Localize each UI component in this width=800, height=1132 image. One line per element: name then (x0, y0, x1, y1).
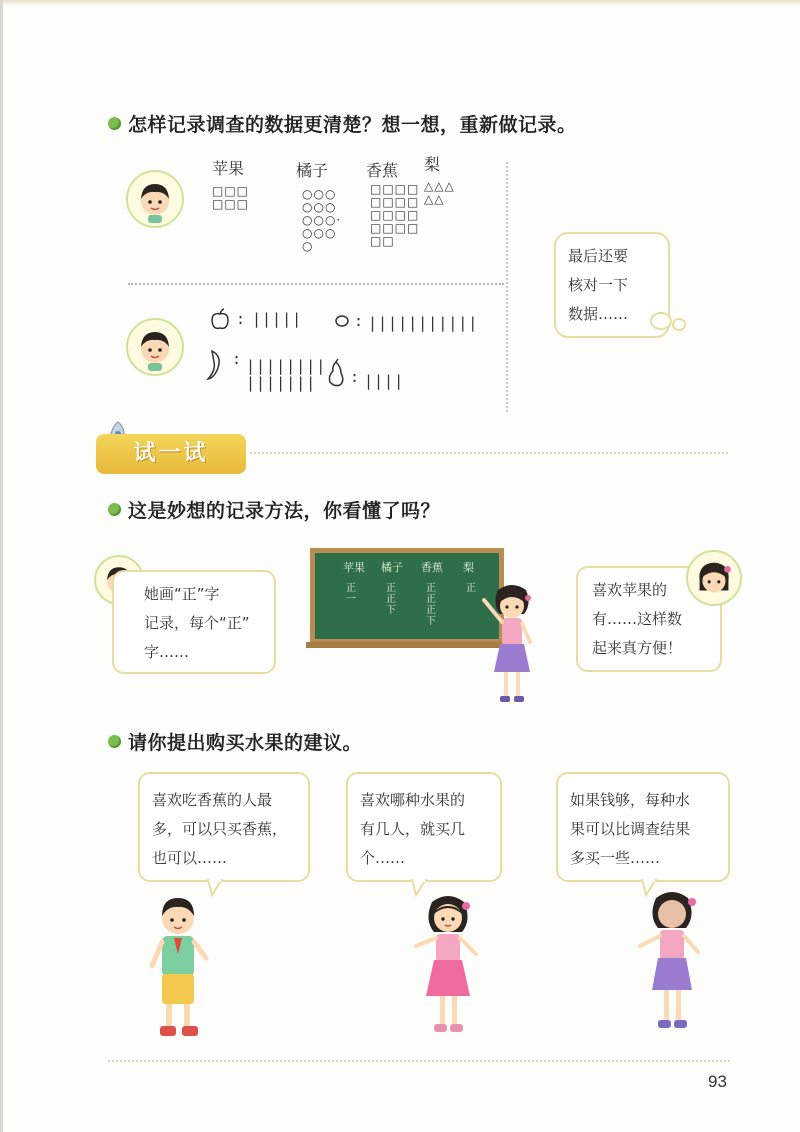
pear-tally-sep: : (350, 368, 361, 386)
right-bubble-text: 喜欢苹果的 有……这样数 起来真方便！ (592, 581, 683, 657)
pear-icon (326, 358, 346, 388)
bullet-dot (108, 503, 121, 516)
board-tally-banana (425, 583, 437, 627)
apple-tally-sep: : (236, 310, 247, 328)
page-top-edge (0, 0, 800, 6)
zheng-mark: 正 (466, 583, 476, 594)
board-tally-orange (385, 583, 397, 616)
bullet-dot (108, 735, 121, 748)
zheng-mark: 正 (346, 583, 356, 594)
suggestion-text-2: 喜欢哪种水果的 有几人，就买几 个…… (360, 791, 466, 867)
thought-dot (650, 312, 672, 330)
question-fruit-suggestion: 请你提出购买水果的建议。 (128, 732, 363, 754)
orange-marks (302, 188, 341, 253)
page-number: 93 (708, 1072, 727, 1091)
orange-icon (334, 314, 350, 328)
table-header-orange: 橘子 (296, 161, 329, 180)
mark-row: □□□□ (370, 221, 420, 235)
banana-tally-line2: ||||||| (246, 374, 317, 392)
left-bubble-text: 她画“正”字 记录，每个“正” 字…… (144, 585, 250, 661)
mark-row: ○ (302, 239, 314, 253)
question-miaoxiang-method: 这是妙想的记录方法，你看懂了吗？ (128, 500, 441, 522)
zheng-mark: 下 (386, 605, 396, 616)
section-banner-try: 试一试 (96, 434, 246, 474)
apple-tally: ||||| (252, 310, 303, 328)
page-left-edge (0, 0, 3, 1132)
mark-row: □□□ (212, 197, 250, 211)
banana-tally-line1: |||||||| (246, 357, 327, 375)
zheng-mark: 正 (426, 605, 436, 616)
board-header-pear: 梨 (463, 561, 474, 574)
banana-icon (204, 348, 226, 382)
mark-row: □□□□ (370, 182, 420, 196)
boy-avatar (126, 170, 184, 228)
girl-pointing-figure (476, 580, 548, 710)
pear-marks (424, 180, 455, 206)
chalkboard (310, 548, 504, 644)
girl-standing-figure (626, 886, 716, 1042)
boy-avatar (126, 318, 184, 376)
suggestion-text-1: 喜欢吃香蕉的人最 多，可以只买香蕉， 也可以…… (152, 791, 288, 867)
left-speech-bubble (112, 570, 276, 674)
board-header-apple: 苹果 (343, 561, 365, 574)
horizontal-divider (128, 283, 504, 285)
mark-row: □□□□ (370, 208, 420, 222)
suggestion-text-3: 如果钱够，每种水 果可以比调查结果 多买一些…… (570, 791, 691, 867)
zheng-mark: 正 (426, 594, 436, 605)
zheng-mark: 正 (386, 594, 396, 605)
mark-row: □□□ (212, 184, 250, 198)
mark-row: ○○○ (302, 200, 337, 214)
pear-tally: |||| (364, 372, 405, 390)
board-tally-apple (345, 583, 357, 605)
zheng-mark: 下 (426, 616, 436, 627)
zheng-mark: 一 (346, 594, 356, 605)
orange-tally: ||||||||||| (368, 314, 479, 332)
zheng-mark: 正 (426, 583, 436, 594)
mark-row: △△ (424, 192, 445, 206)
mark-row: □□□□ (370, 195, 420, 209)
apple-marks (212, 185, 249, 211)
boy-face-icon (128, 172, 182, 226)
footer-dotted-line (108, 1060, 730, 1062)
table-header-banana: 香蕉 (366, 161, 399, 180)
apple-icon (208, 308, 234, 332)
mark-row: △△△ (424, 179, 455, 193)
question-record-data: 怎样记录调查的数据更清楚？想一想，重新做记录。 (128, 114, 577, 136)
orange-tally-sep: : (354, 312, 365, 330)
thought-bubble-text: 最后还要 核对一下 数据…… (568, 247, 629, 323)
mark-row: ○○○ (302, 226, 337, 240)
boy-standing-figure (140, 892, 220, 1048)
zheng-mark: 正 (386, 583, 396, 594)
suggestion-bubble-banana (138, 772, 310, 882)
thought-dot (672, 318, 686, 331)
banana-tally-sep: : (232, 350, 243, 368)
table-header-apple: 苹果 (212, 159, 245, 178)
girl-avatar (686, 550, 742, 606)
board-header-orange: 橘子 (381, 561, 403, 574)
suggestion-bubble-buy-more (556, 772, 730, 882)
mark-row: ○○○ (302, 187, 337, 201)
board-header-banana: 香蕉 (421, 561, 443, 574)
boy-face-icon (128, 320, 182, 374)
bullet-dot (108, 117, 121, 130)
girl-standing-figure (406, 890, 490, 1046)
banner-dotted-line (250, 452, 728, 454)
banana-marks (370, 183, 419, 248)
table-header-pear: 梨 (424, 155, 441, 174)
mark-row: ○○○· (302, 213, 342, 227)
mark-row: □□ (370, 234, 395, 248)
girl-face-icon (688, 552, 740, 604)
vertical-divider (506, 162, 508, 412)
suggestion-bubble-count (346, 772, 502, 882)
